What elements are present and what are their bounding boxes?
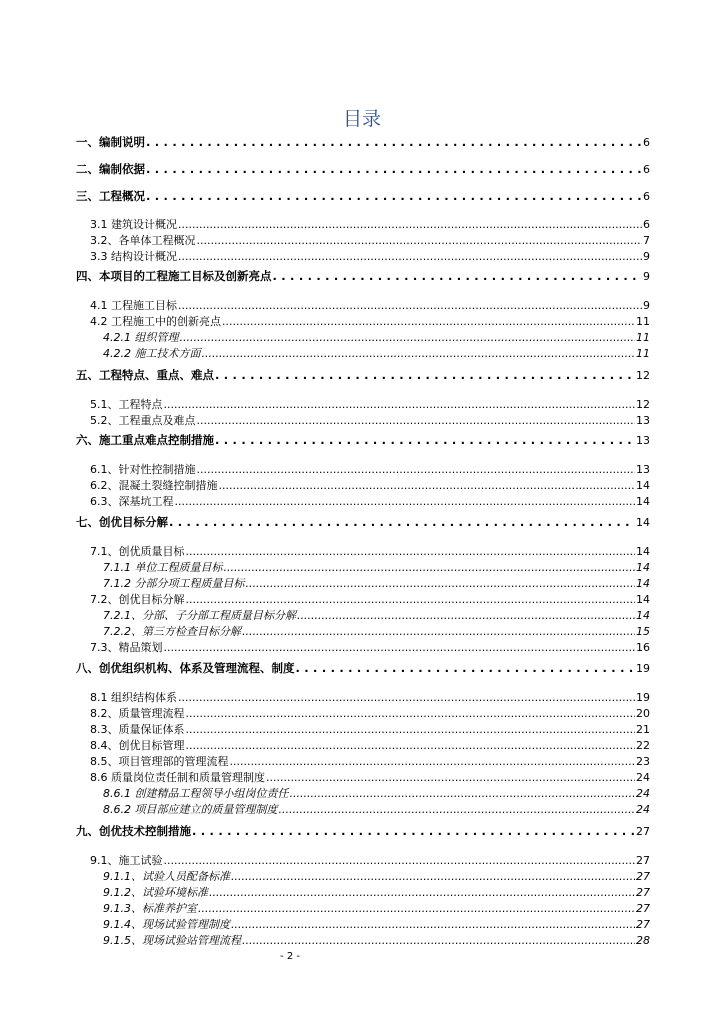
leader-dots	[231, 870, 635, 883]
toc-entry[interactable]	[90, 248, 650, 264]
leader-dots	[178, 250, 642, 263]
leader-dots	[186, 707, 636, 720]
toc-entry[interactable]	[90, 297, 650, 313]
toc-page-number: 27	[636, 886, 650, 899]
toc-page-number: 14	[636, 609, 650, 622]
leader-dots	[224, 561, 636, 574]
leader-dots	[231, 918, 635, 931]
toc-entry[interactable]	[76, 823, 650, 839]
toc-entry-label: 七、创优目标分解	[76, 515, 168, 529]
leader-dots	[198, 902, 635, 915]
leader-dots	[169, 515, 635, 529]
leader-dots	[192, 824, 635, 838]
toc-page-number: 23	[636, 755, 650, 768]
toc-entry-label: 7.1、创优质量目标	[90, 545, 185, 558]
toc-entry-label: 八、创优组织机构、体系及管理流程、制度	[76, 661, 295, 675]
toc-entry[interactable]	[90, 753, 650, 769]
toc-entry[interactable]	[90, 396, 650, 412]
toc-entry-label: 6.1、针对性控制措施	[90, 463, 196, 476]
leader-dots	[297, 609, 635, 622]
toc-entry-label: 8.2、质量管理流程	[90, 707, 185, 720]
toc-entry[interactable]	[76, 514, 650, 530]
leader-dots	[178, 218, 642, 231]
toc-entry[interactable]	[103, 575, 650, 591]
toc-page-number: 12	[636, 398, 650, 411]
toc-page-number: 6	[643, 136, 650, 149]
toc-entry[interactable]	[90, 543, 650, 559]
toc-entry-label: 9.1.3、标准养护室	[103, 902, 197, 915]
toc-entry[interactable]	[76, 660, 650, 676]
toc-title: 目录	[342, 108, 381, 130]
toc-entry[interactable]	[90, 705, 650, 721]
toc-page-number: 27	[636, 825, 650, 838]
toc-entry-label: 8.6 质量岗位责任制和质量管理制度	[90, 771, 265, 784]
leader-dots	[197, 463, 636, 476]
toc-page-number: 24	[636, 771, 650, 784]
toc-entry[interactable]	[90, 412, 650, 428]
toc-entry[interactable]	[103, 329, 650, 345]
toc-entry-label: 5.2、工程重点及难点	[90, 414, 196, 427]
toc-page-number: 14	[636, 545, 650, 558]
toc-page-number: 19	[636, 691, 650, 704]
toc-page-number: 13	[636, 414, 650, 427]
leader-dots	[164, 641, 636, 654]
toc-page-number: 14	[636, 479, 650, 492]
toc-page-number: 9	[643, 270, 650, 283]
toc-page-number: 6	[643, 190, 650, 203]
toc-page-number: 16	[636, 641, 650, 654]
leader-dots	[273, 269, 643, 283]
leader-dots	[289, 787, 635, 800]
leader-dots	[175, 495, 636, 508]
toc-page-number: 27	[636, 870, 650, 883]
toc-page-number: 6	[643, 218, 650, 231]
toc-entry-label: 4.1 工程施工目标	[90, 299, 177, 312]
leader-dots	[246, 577, 636, 590]
toc-entry-label: 7.3、精品策划	[90, 641, 163, 654]
toc-entry-label: 9.1、施工试验	[90, 854, 163, 867]
toc-entry[interactable]	[103, 932, 650, 948]
leader-dots	[278, 803, 635, 816]
toc-page-number: 27	[636, 854, 650, 867]
toc-page-number: 11	[636, 331, 650, 344]
toc-page-number: 24	[636, 803, 650, 816]
toc-entry[interactable]	[76, 134, 650, 150]
toc-entry[interactable]	[103, 801, 650, 817]
leader-dots	[186, 593, 636, 606]
toc-entry-label: 4.2.1 组织管理	[103, 331, 179, 344]
leader-dots	[186, 545, 636, 558]
toc-entry[interactable]	[103, 868, 650, 884]
leader-dots	[178, 299, 642, 312]
toc-page-number: 21	[636, 723, 650, 736]
toc-entry[interactable]	[103, 884, 650, 900]
toc-entry[interactable]	[103, 900, 650, 916]
toc-entry-label: 9.1.2、试验环境标准	[103, 886, 208, 899]
toc-page-number: 22	[636, 739, 650, 752]
toc-entry[interactable]	[90, 737, 650, 753]
toc-entry-label: 8.5、项目管理部的管理流程	[90, 755, 229, 768]
toc-entry[interactable]	[76, 188, 650, 204]
leader-dots	[266, 771, 635, 784]
toc-page-number: 19	[636, 662, 650, 675]
toc-page-number: 14	[636, 495, 650, 508]
toc-entry-label: 7.2.1、分部、子分部工程质量目标分解	[103, 609, 296, 622]
toc-entry[interactable]	[90, 216, 650, 232]
toc-entry[interactable]	[103, 345, 650, 361]
toc-entry-label: 三、工程概况	[76, 189, 145, 203]
toc-page-number: 14	[636, 593, 650, 606]
toc-entry[interactable]	[90, 591, 650, 607]
leader-dots	[215, 368, 635, 382]
toc-entry-label: 8.6.1 创建精品工程领导小组岗位责任	[103, 787, 289, 800]
toc-entry-label: 9.1.4、现场试验管理制度	[103, 918, 230, 931]
toc-page-number: 13	[636, 434, 650, 447]
toc-page-number: 7	[643, 234, 650, 247]
toc-entry[interactable]	[90, 769, 650, 785]
leader-dots	[209, 886, 635, 899]
toc-entry-label: 9.1.5、现场试验站管理流程	[103, 934, 241, 947]
leader-dots	[296, 661, 636, 675]
toc-page-number: 14	[636, 516, 650, 529]
toc-entry[interactable]	[103, 559, 650, 575]
toc-page-number: 11	[636, 347, 650, 360]
toc-entry[interactable]	[90, 689, 650, 705]
toc-entry-label: 九、创优技术控制措施	[76, 824, 191, 838]
leader-dots	[146, 189, 642, 203]
leader-dots	[186, 739, 636, 752]
toc-entry[interactable]	[76, 432, 650, 448]
leader-dots	[178, 691, 635, 704]
toc-entry-label: 7.1.2 分部分项工程质量目标	[103, 577, 245, 590]
leader-dots	[164, 854, 636, 867]
toc-entry[interactable]	[90, 232, 650, 248]
toc-entry[interactable]	[90, 461, 650, 477]
toc-entry-label: 二、编制依据	[76, 162, 145, 176]
toc-entry-label: 7.2.2、第三方检查目标分解	[103, 625, 241, 638]
leader-dots	[215, 433, 635, 447]
toc-entry-label: 五、工程特点、重点、难点	[76, 368, 214, 382]
toc-page-number: 11	[636, 315, 650, 328]
toc-entry-label: 4.2 工程施工中的创新亮点	[90, 315, 221, 328]
toc-entry[interactable]	[90, 852, 650, 868]
toc-entry-label: 8.3、质量保证体系	[90, 723, 185, 736]
toc-entry-label: 6.2、混凝土裂缝控制措施	[90, 479, 218, 492]
toc-entry-label: 3.2、各单体工程概况	[90, 234, 196, 247]
toc-page-number: 9	[643, 250, 650, 263]
leader-dots	[242, 934, 635, 947]
toc-page-number: 20	[636, 707, 650, 720]
toc-entry-label: 一、编制说明	[76, 135, 145, 149]
leader-dots	[180, 331, 636, 344]
toc-entry-label: 8.1 组织结构体系	[90, 691, 177, 704]
leader-dots	[146, 162, 642, 176]
toc-entry[interactable]	[90, 639, 650, 655]
toc-entry-label: 6.3、深基坑工程	[90, 495, 174, 508]
leader-dots	[222, 315, 635, 328]
toc-entry[interactable]	[76, 367, 650, 383]
toc-entry-label: 4.2.2 施工技术方面	[103, 347, 201, 360]
leader-dots	[230, 755, 636, 768]
toc-entry-label: 3.3 结构设计概况	[90, 250, 177, 263]
toc-entry[interactable]	[103, 607, 650, 623]
toc-page-number: 14	[636, 577, 650, 590]
toc-page-number: 13	[636, 463, 650, 476]
toc-page-number: 15	[636, 625, 650, 638]
toc-entry[interactable]	[103, 785, 650, 801]
leader-dots	[186, 723, 636, 736]
leader-dots	[242, 625, 635, 638]
toc-entry[interactable]	[103, 623, 650, 639]
toc-page-number: 9	[643, 299, 650, 312]
toc-entry-label: 六、施工重点难点控制措施	[76, 433, 214, 447]
toc-page-number: 6	[643, 163, 650, 176]
toc-entry[interactable]	[90, 477, 650, 493]
toc-page-number: 14	[636, 561, 650, 574]
toc-page-number: 27	[636, 902, 650, 915]
toc-entry[interactable]	[76, 268, 650, 284]
leader-dots	[202, 347, 636, 360]
leader-dots	[197, 234, 643, 247]
leader-dots	[219, 479, 636, 492]
toc-page-number: 28	[636, 934, 650, 947]
toc-entry-label: 8.6.2 项目部应建立的质量管理制度	[103, 803, 278, 816]
toc-entry-label: 9.1.1、试验人员配备标准	[103, 870, 230, 883]
toc-page-number: 27	[636, 918, 650, 931]
leader-dots	[146, 135, 642, 149]
toc-page-number: 24	[636, 787, 650, 800]
toc-entry-label: 3.1 建筑设计概况	[90, 218, 177, 231]
leader-dots	[197, 414, 636, 427]
toc-entry-label: 5.1、工程特点	[90, 398, 163, 411]
toc-entry-label: 7.1.1 单位工程质量目标	[103, 561, 223, 574]
toc-entry[interactable]	[90, 493, 650, 509]
toc-page-number: 12	[636, 369, 650, 382]
toc-entry[interactable]	[90, 313, 650, 329]
page-footer-number: - 2 -	[280, 951, 300, 962]
toc-entry-label: 7.2、创优目标分解	[90, 593, 185, 606]
toc-entry-label: 8.4、创优目标管理	[90, 739, 185, 752]
toc-entry[interactable]	[90, 721, 650, 737]
toc-entry[interactable]	[103, 916, 650, 932]
leader-dots	[164, 398, 636, 411]
toc-entry[interactable]	[76, 161, 650, 177]
toc-entry-label: 四、本项目的工程施工目标及创新亮点	[76, 269, 272, 283]
